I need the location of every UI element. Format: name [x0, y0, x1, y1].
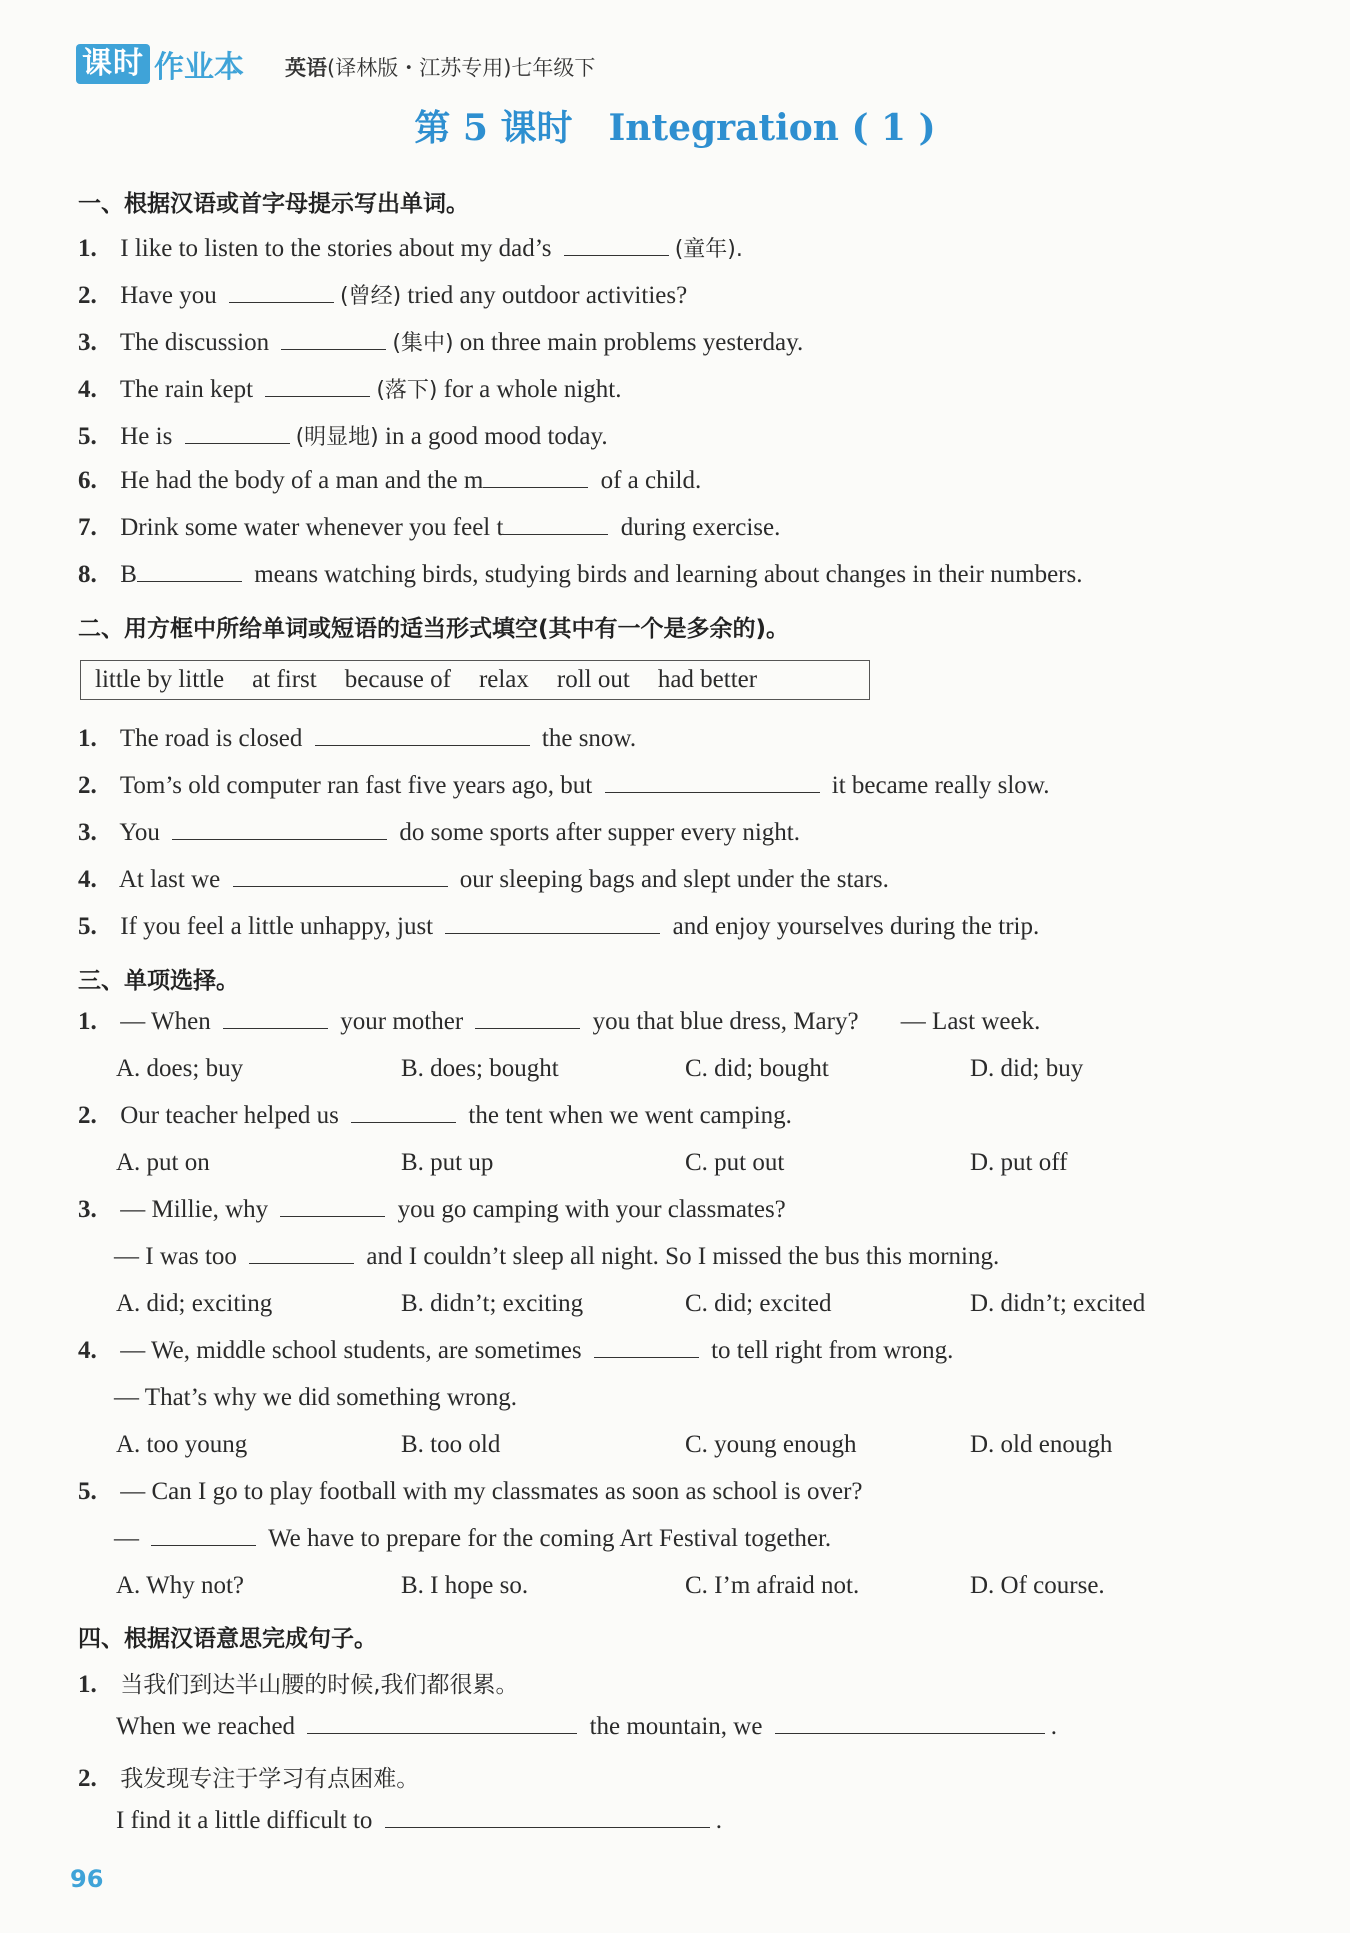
option-d[interactable]: D. didn’t; excited: [970, 1290, 1146, 1317]
item-number: 5.: [78, 423, 97, 450]
item-text: Drink some water whenever you feel t: [120, 514, 504, 541]
item-number: 2.: [78, 772, 97, 799]
option-d[interactable]: D. Of course.: [970, 1572, 1105, 1599]
item-text: for a whole night.: [443, 376, 622, 403]
item-text: The rain kept: [119, 376, 254, 403]
item-number: 5.: [78, 913, 97, 940]
s3-q5: [78, 1478, 863, 1506]
page-number: 96: [70, 1865, 104, 1893]
item-number: 1.: [78, 725, 97, 752]
hint: (曾经): [340, 284, 402, 309]
item-number: 8.: [78, 561, 97, 588]
item-text: do some sports after supper every night.: [399, 819, 800, 846]
option-d[interactable]: D. old enough: [970, 1431, 1113, 1458]
s3-q2: [78, 1102, 792, 1130]
item-text: our sleeping bags and slept under the stars.: [459, 866, 889, 893]
section3-heading: 三、单项选择。: [78, 968, 239, 994]
chinese-sentence: 我发现专注于学习有点困难。: [120, 1766, 420, 1792]
s1-item-2: [78, 279, 687, 310]
brand-text: 作业本: [154, 50, 244, 85]
s2-item-5: [78, 913, 1039, 941]
question-text: Our teacher helped us: [120, 1102, 339, 1129]
item-number: 1.: [78, 1008, 97, 1035]
s1-item-8: [78, 561, 1082, 589]
option-b[interactable]: B. I hope so.: [401, 1572, 529, 1599]
item-number: 2.: [78, 282, 97, 309]
answer-blank[interactable]: [483, 467, 588, 488]
s1-item-6: [78, 467, 701, 495]
section4-heading: 四、根据汉语意思完成句子。: [78, 1626, 377, 1652]
item-text: I like to listen to the stories about my dad’s: [120, 235, 552, 262]
question-text: —: [114, 1525, 139, 1552]
option-d[interactable]: D. did; buy: [970, 1055, 1084, 1082]
s1-item-5: [78, 420, 608, 451]
option-c[interactable]: C. young enough: [685, 1431, 857, 1458]
s4-q2-chinese: [78, 1760, 419, 1793]
item-text: means watching birds, studying birds and learning about changes in their numbers.: [254, 561, 1083, 588]
item-text: during exercise.: [620, 514, 781, 541]
question-text: — Can I go to play football with my classmates as soon as school is over?: [120, 1478, 863, 1505]
section1-heading: 一、根据汉语或首字母提示写出单词。: [78, 191, 469, 217]
item-number: 3.: [78, 329, 97, 356]
item-text: He is: [120, 423, 173, 450]
hint: (落下): [376, 378, 438, 403]
item-text: At last we: [118, 866, 221, 893]
answer-blank[interactable]: [307, 1713, 577, 1734]
option-b[interactable]: B. does; bought: [401, 1055, 559, 1082]
item-text: If you feel a little unhappy, just: [120, 913, 434, 940]
option-b[interactable]: B. too old: [401, 1431, 501, 1458]
item-text: and enjoy yourselves during the trip.: [672, 913, 1040, 940]
option-a[interactable]: A. does; buy: [116, 1055, 244, 1082]
answer-blank[interactable]: [351, 1102, 456, 1123]
item-text: the snow.: [541, 725, 637, 752]
answer-blank[interactable]: [265, 376, 370, 397]
item-text: it became really slow.: [831, 772, 1050, 799]
item-text: You: [119, 819, 160, 846]
s3-q3-reply: [114, 1243, 999, 1271]
s2-item-2: [78, 772, 1050, 800]
question-text: We have to prepare for the coming Art Festival together.: [268, 1525, 832, 1552]
question-text: — When: [120, 1008, 211, 1035]
answer-blank[interactable]: [151, 1525, 256, 1546]
subject-name: 英语: [285, 56, 327, 80]
sentence-text: the mountain, we: [589, 1713, 763, 1740]
brand-badge: 课时: [76, 44, 150, 84]
sentence-text: When we reached: [116, 1713, 296, 1740]
item-number: 3.: [78, 1196, 97, 1223]
sentence-end: .: [715, 1807, 722, 1834]
answer-blank[interactable]: [385, 1807, 710, 1828]
s1-item-3: [78, 326, 803, 357]
answer-blank[interactable]: [564, 235, 669, 256]
item-text: on three main problems yesterday.: [459, 329, 804, 356]
s3-q4: [78, 1337, 953, 1365]
brand-logo: [76, 44, 244, 84]
word-option: at first: [252, 666, 317, 693]
item-text: of a child.: [600, 467, 702, 494]
hint: (集中): [392, 331, 454, 356]
answer-blank[interactable]: [605, 772, 820, 793]
option-a[interactable]: A. Why not?: [116, 1572, 244, 1599]
item-number: 4.: [78, 1337, 97, 1364]
s3-q1: [78, 1008, 1040, 1036]
chinese-sentence: 当我们到达半山腰的时候,我们都很累。: [120, 1672, 519, 1698]
lesson-title: 第 5 课时 Integration ( 1 ): [414, 107, 936, 149]
question-text: and I couldn’t sleep all night. So I missed the bus this morning.: [366, 1243, 1000, 1270]
s1-item-1: [78, 232, 743, 263]
answer-blank[interactable]: [475, 1008, 580, 1029]
sentence-end: .: [1050, 1713, 1057, 1740]
s4-q1-english: [116, 1713, 1057, 1741]
s2-item-1: [78, 725, 636, 753]
item-text: tried any outdoor activities?: [407, 282, 688, 309]
subject-line: [285, 52, 595, 82]
item-text: The road is closed: [119, 725, 303, 752]
item-text: in a good mood today.: [385, 423, 608, 450]
s1-item-4: [78, 373, 622, 404]
answer-blank[interactable]: [315, 725, 530, 746]
edition: (译林版・江苏专用)七年级下: [327, 56, 596, 80]
question-text: the tent when we went camping.: [468, 1102, 792, 1129]
answer-blank[interactable]: [223, 1008, 328, 1029]
item-number: 1.: [78, 1671, 97, 1698]
question-text: to tell right from wrong.: [711, 1337, 954, 1364]
item-text: He had the body of a man and the m: [120, 467, 484, 494]
option-c[interactable]: C. I’m afraid not.: [685, 1572, 860, 1599]
hint: (童年).: [674, 237, 743, 262]
answer-blank[interactable]: [775, 1713, 1045, 1734]
s3-q3: [78, 1196, 786, 1224]
section2-heading: 二、用方框中所给单词或短语的适当形式填空(其中有一个是多余的)。: [78, 616, 790, 642]
item-number: 1.: [78, 235, 97, 262]
item-text: B: [120, 561, 137, 588]
s3-q4-reply: [114, 1384, 517, 1412]
item-text: Tom’s old computer ran fast five years ago, but: [119, 772, 593, 799]
s4-q2-english: [116, 1807, 722, 1835]
item-number: 2.: [78, 1102, 97, 1129]
option-b[interactable]: B. put up: [401, 1149, 494, 1176]
option-a[interactable]: A. put on: [116, 1149, 210, 1176]
question-text: you that blue dress, Mary?: [592, 1008, 859, 1035]
answer-blank[interactable]: [445, 913, 660, 934]
question-text: — Last week.: [900, 1008, 1041, 1035]
option-c[interactable]: C. did; excited: [685, 1290, 832, 1317]
option-c[interactable]: C. put out: [685, 1149, 785, 1176]
answer-blank[interactable]: [280, 1196, 385, 1217]
item-text: The discussion: [119, 329, 270, 356]
option-d[interactable]: D. put off: [970, 1149, 1068, 1176]
question-text: — We, middle school students, are sometimes: [120, 1337, 582, 1364]
answer-blank[interactable]: [172, 819, 387, 840]
answer-blank[interactable]: [229, 282, 334, 303]
answer-blank[interactable]: [185, 423, 290, 444]
answer-blank[interactable]: [137, 561, 242, 582]
option-b[interactable]: B. didn’t; exciting: [401, 1290, 584, 1317]
word-option: had better: [657, 666, 758, 693]
word-option: little by little: [95, 666, 225, 693]
item-number: 2.: [78, 1765, 97, 1792]
answer-blank[interactable]: [249, 1243, 354, 1264]
question-text: — That’s why we did something wrong.: [114, 1384, 517, 1411]
item-text: Have you: [120, 282, 217, 309]
item-number: 7.: [78, 514, 97, 541]
answer-blank[interactable]: [594, 1337, 699, 1358]
hint: (明显地): [295, 425, 379, 450]
question-text: you go camping with your classmates?: [397, 1196, 786, 1223]
answer-blank[interactable]: [503, 514, 608, 535]
s1-item-7: [78, 514, 780, 542]
item-number: 3.: [78, 819, 97, 846]
item-number: 4.: [78, 866, 97, 893]
question-text: — I was too: [114, 1243, 237, 1270]
word-option: roll out: [556, 666, 630, 693]
option-c[interactable]: C. did; bought: [685, 1055, 829, 1082]
s4-q1-chinese: [78, 1666, 519, 1699]
answer-blank[interactable]: [233, 866, 448, 887]
word-option: relax: [478, 666, 529, 693]
word-option: because of: [344, 666, 451, 693]
sentence-text: I find it a little difficult to: [116, 1807, 373, 1834]
question-text: — Millie, why: [120, 1196, 269, 1223]
s2-item-4: [78, 866, 889, 894]
item-number: 5.: [78, 1478, 97, 1505]
option-a[interactable]: A. did; exciting: [116, 1290, 273, 1317]
word-box: [80, 660, 870, 700]
s2-item-3: [78, 819, 800, 847]
s3-q5-reply: [114, 1525, 831, 1553]
question-text: your mother: [340, 1008, 464, 1035]
answer-blank[interactable]: [281, 329, 386, 350]
item-number: 6.: [78, 467, 97, 494]
item-number: 4.: [78, 376, 97, 403]
option-a[interactable]: A. too young: [116, 1431, 248, 1458]
